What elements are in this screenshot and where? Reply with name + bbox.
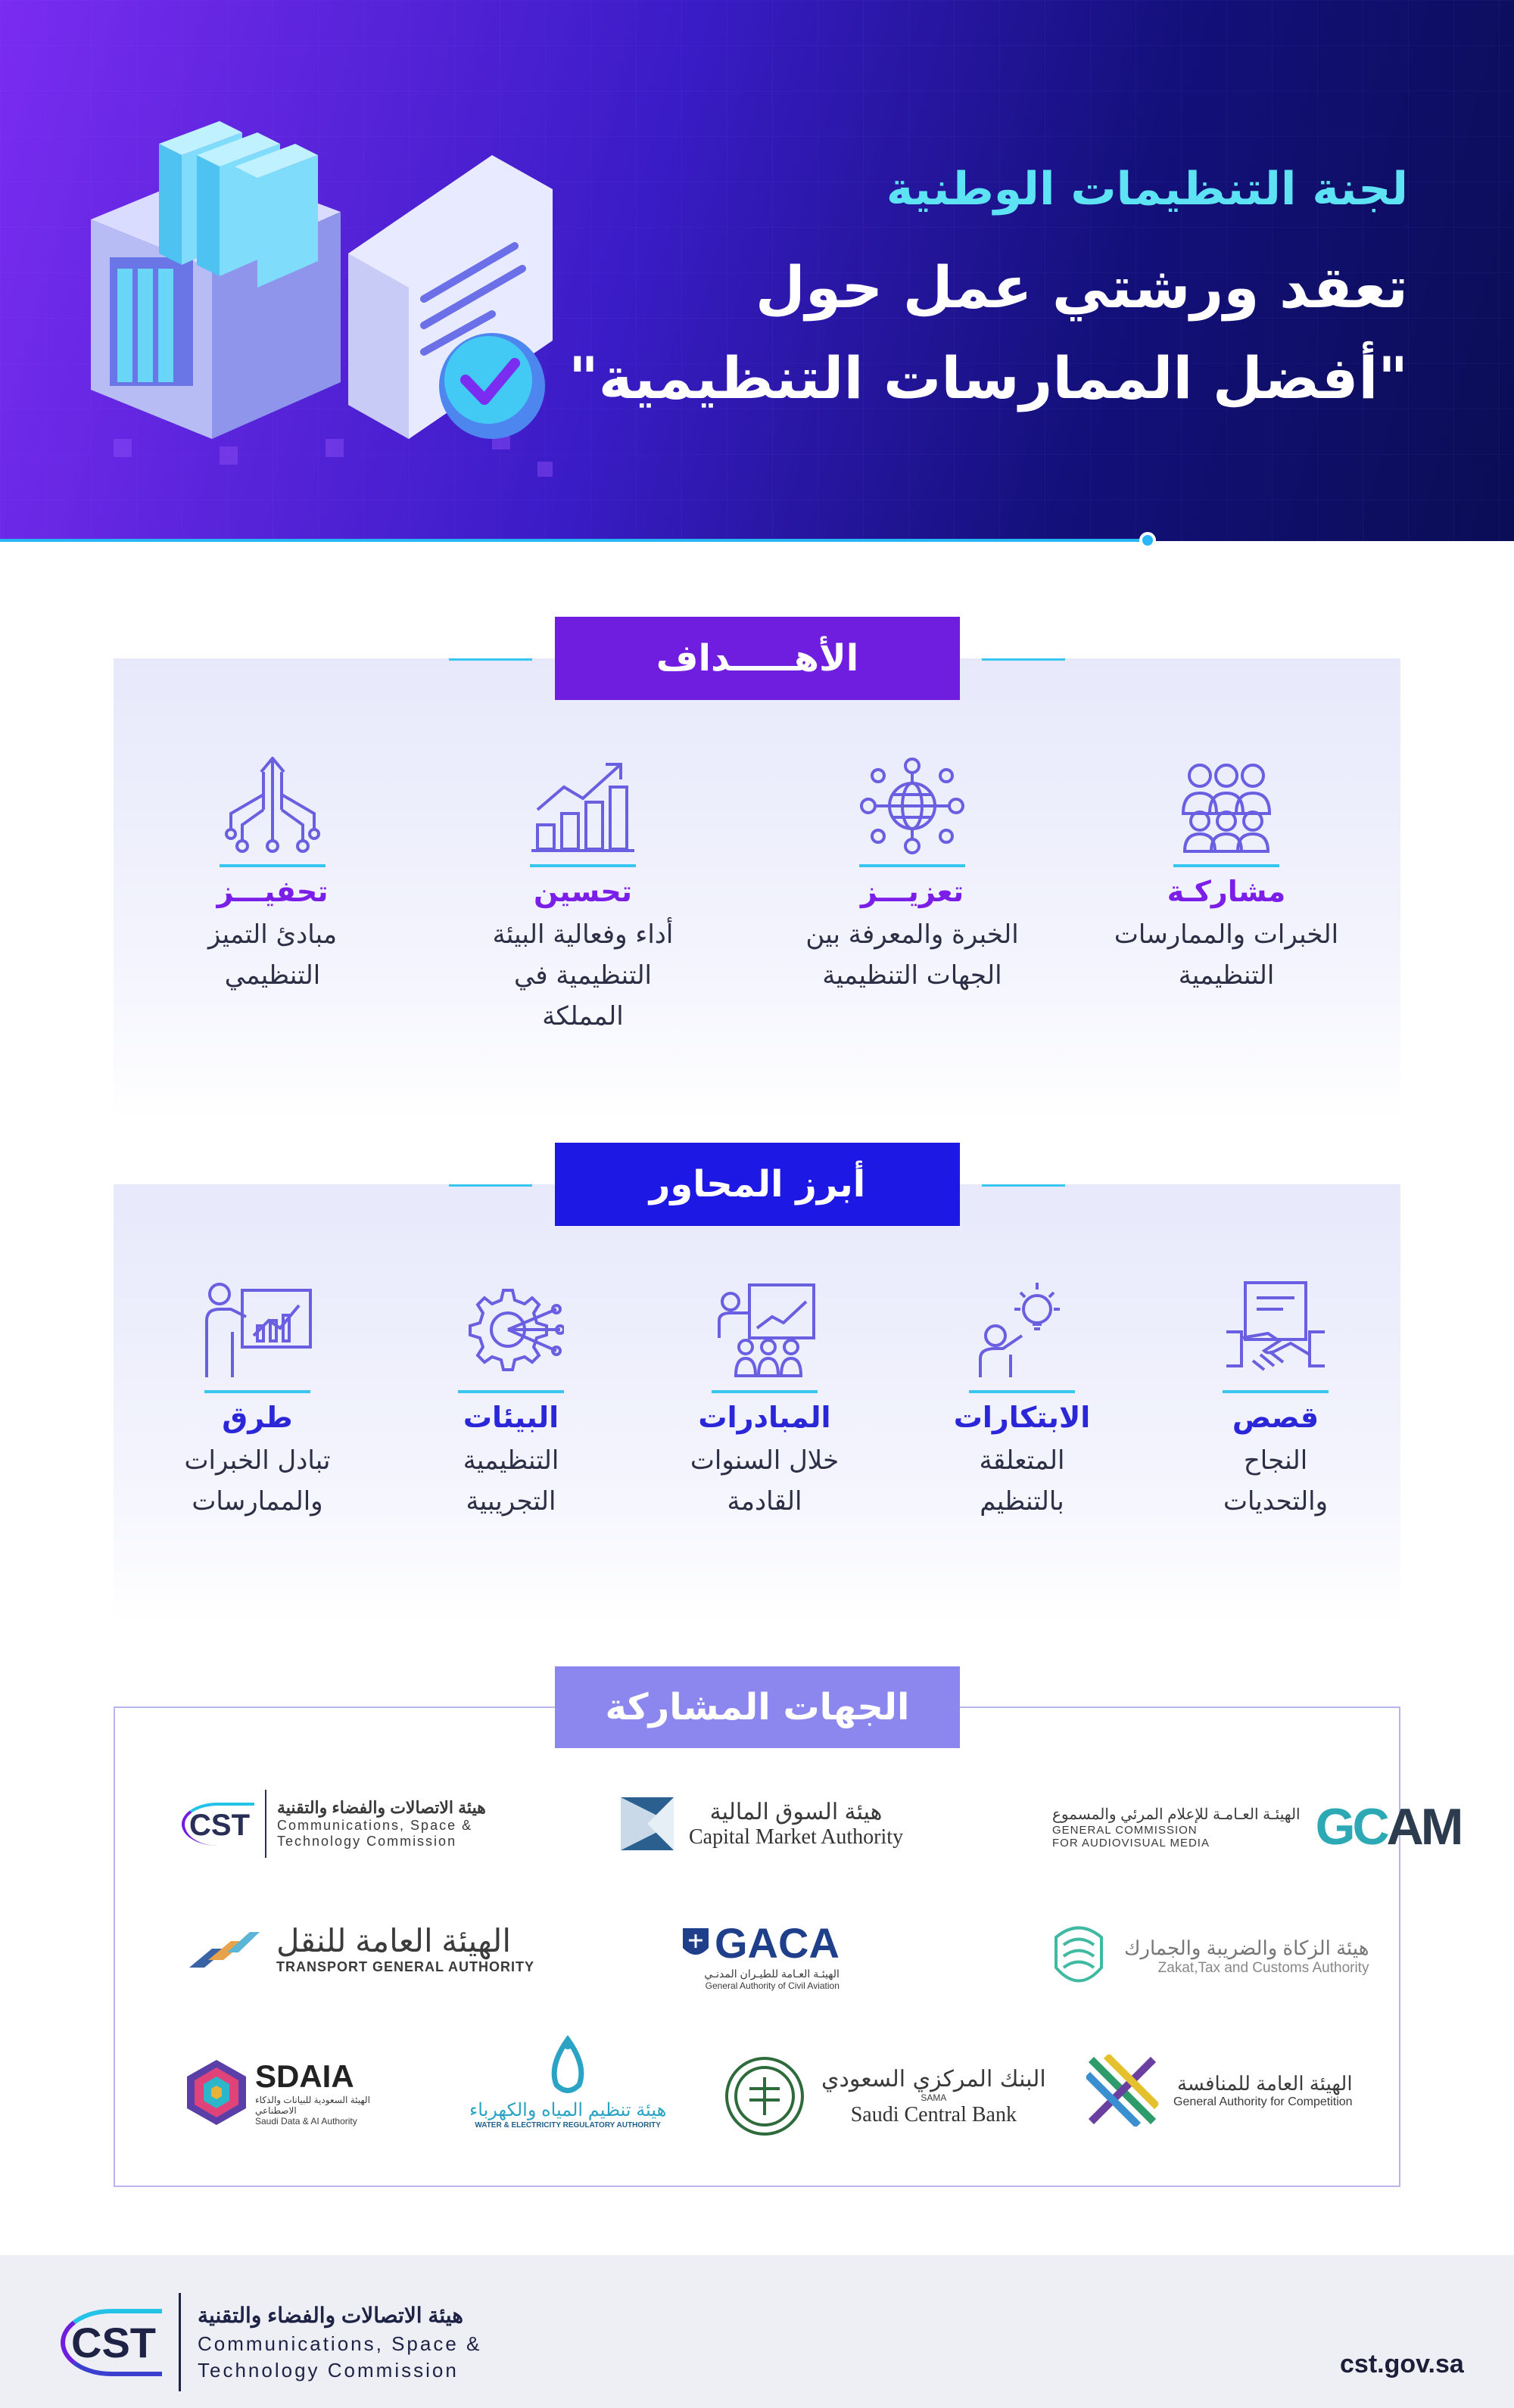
- sama-en-text: Saudi Central Bank: [850, 2102, 1017, 2126]
- gcam-mark: GCAM: [1315, 1798, 1461, 1856]
- gcam-ar-text: الهيئـة العـامـة للإعلام المرئي والمسموع: [1052, 1806, 1301, 1823]
- goal-underline: [1173, 864, 1279, 867]
- gear-circuit-icon: [458, 1279, 564, 1381]
- axis-underline: [969, 1390, 1075, 1393]
- gcam-en-text: GENERAL COMMISSION: [1052, 1823, 1198, 1837]
- axis-title: المبادرات: [698, 1401, 831, 1434]
- goal-line: التنظيمي: [224, 960, 321, 991]
- globe-network-icon: [859, 757, 965, 855]
- axis-card-stories: [1139, 1279, 1412, 1522]
- tga-en-text: TRANSPORT GENERAL AUTHORITY: [276, 1959, 535, 1974]
- wera-en-text: WATER & ELECTRICITY REGULATORY AUTHORITY: [475, 2121, 661, 2130]
- axis-underline: [1223, 1390, 1329, 1393]
- sama-abbr-text: SAMA: [921, 2092, 947, 2103]
- goals-tab-line-left: [449, 658, 532, 661]
- document-box-illustration-icon: [68, 83, 598, 477]
- tga-emblem-icon: [185, 1926, 261, 1971]
- axis-underline: [458, 1390, 564, 1393]
- goal-line: الخبرة والمعرفة بين: [805, 919, 1019, 950]
- hero-banner: [0, 0, 1514, 541]
- gaca-emblem-icon: [681, 1925, 710, 1962]
- axis-line: والممارسات: [192, 1486, 323, 1517]
- axis-card-initiatives: [628, 1279, 901, 1522]
- axes-heading: أبرز المحاور: [555, 1143, 960, 1226]
- goal-line: المملكة: [542, 1001, 624, 1031]
- axis-line: التجريبية: [466, 1486, 556, 1517]
- axis-line: والتحديات: [1223, 1486, 1329, 1517]
- axis-line: التنظيمية: [463, 1445, 559, 1476]
- axes-tab-line-left: [449, 1184, 532, 1187]
- sdaia-emblem-icon: [185, 2058, 248, 2126]
- hero-title-line-1: تعقد ورشتي عمل حول: [755, 254, 1408, 321]
- gac-en-text: General Authority for Competition: [1173, 2095, 1353, 2108]
- cma-emblem-icon: [621, 1797, 674, 1850]
- goal-card-improve: [447, 757, 719, 1037]
- sama-emblem-icon: [723, 2055, 806, 2138]
- gcam-en-text-2: FOR AUDIOVISUAL MEDIA: [1052, 1836, 1210, 1850]
- zatca-en-text: Zakat,Tax and Customs Authority: [1157, 1959, 1369, 1976]
- axis-underline: [204, 1390, 310, 1393]
- hero-divider-dot: [1139, 532, 1156, 549]
- presentation-audience-icon: [712, 1279, 818, 1381]
- circuit-arrow-icon: [220, 757, 326, 855]
- participants-heading: الجهات المشاركة: [555, 1666, 960, 1748]
- footer-cst-mark: CST: [61, 2309, 162, 2376]
- gac-ar-text: الهيئة العامة للمنافسة: [1176, 2072, 1353, 2095]
- gaca-mark: GACA: [715, 1919, 840, 1967]
- gaca-en-text: General Authority of Civil Aviation: [705, 1980, 840, 1991]
- sama-ar-text: البنك المركزي السعودي: [821, 2065, 1046, 2092]
- gaca-logo: [681, 1918, 840, 1991]
- goal-line: التنظيمية في: [513, 960, 653, 991]
- tga-ar-text: الهيئة العامة للنقل: [276, 1923, 511, 1958]
- goal-line: التنظيمية: [1178, 960, 1275, 991]
- zatca-emblem-icon: [1048, 1922, 1109, 1990]
- tga-logo: [185, 1922, 534, 1975]
- cma-ar-text: هيئة السوق المالية: [709, 1799, 883, 1825]
- footer-org-en-2: Technology Commission: [198, 2358, 459, 2382]
- growth-chart-icon: [530, 757, 636, 855]
- goal-line: الخبرات والممارسات: [1114, 919, 1339, 950]
- goal-card-enhance: [776, 757, 1048, 996]
- wera-ar-text: هيئة تنظيم المياه والكهرباء: [469, 2100, 667, 2120]
- axis-title: طرق: [222, 1401, 293, 1434]
- goal-card-motivate: [136, 757, 409, 996]
- cst-divider: [265, 1790, 266, 1858]
- footer-org-en-1: Communications, Space &: [198, 2332, 482, 2355]
- zatca-ar-text: هيئة الزكاة والضريبة والجمارك: [1124, 1936, 1369, 1959]
- footer-website-link[interactable]: cst.gov.sa: [1340, 2350, 1464, 2378]
- axis-card-innovations: [886, 1279, 1158, 1522]
- goals-tab-line-right: [982, 658, 1065, 661]
- hero-subtitle: لجنة التنظيمات الوطنية: [886, 163, 1408, 216]
- cst-ar-text: هيئة الاتصالات والفضاء والتقنية: [277, 1798, 486, 1817]
- sdaia-mark: SDAIA: [255, 2058, 354, 2094]
- gac-logo: [1086, 2055, 1353, 2126]
- goal-title: تعزيـــز: [860, 875, 964, 908]
- footer-cst-logo: [61, 2293, 481, 2391]
- goal-line: أداء وفعالية البيئة: [492, 919, 674, 950]
- axis-line: النجاح: [1243, 1445, 1308, 1476]
- goal-underline: [859, 864, 965, 867]
- cst-en-text: Communications, Space &: [277, 1818, 473, 1833]
- cst-en-text-2: Technology Commission: [277, 1834, 457, 1849]
- sdaia-ar-text: الهيئة السعودية للبيانات والذكاء الاصطناعي: [255, 2095, 370, 2116]
- axis-card-methods: [121, 1279, 394, 1522]
- handshake-icon: [1223, 1279, 1329, 1381]
- axis-line: القادمة: [727, 1486, 802, 1517]
- cma-en-text: Capital Market Authority: [689, 1825, 904, 1849]
- cst-mark: CST: [182, 1803, 254, 1846]
- goals-heading: الأهـــــداف: [555, 617, 960, 700]
- goal-underline: [220, 864, 326, 867]
- presenter-chart-icon: [201, 1279, 314, 1381]
- axis-underline: [712, 1390, 818, 1393]
- wera-logo: [469, 2036, 666, 2130]
- axis-title: البيئات: [463, 1401, 559, 1434]
- sdaia-logo: [185, 2058, 376, 2126]
- axis-title: قصص: [1232, 1401, 1319, 1434]
- axis-line: تبادل الخبرات: [184, 1445, 331, 1476]
- idea-bulb-icon: [969, 1279, 1075, 1381]
- axis-line: بالتنظيم: [980, 1486, 1064, 1517]
- cma-logo: [621, 1797, 903, 1850]
- goal-underline: [530, 864, 636, 867]
- cst-participant-logo: [182, 1790, 486, 1858]
- goal-title: تحفيـــز: [217, 875, 329, 908]
- goal-title: مشاركـة: [1167, 875, 1286, 908]
- hero-title-line-2: "أفضل الممارسات التنظيمية": [569, 344, 1408, 412]
- axis-line: المتعلقة: [979, 1445, 1065, 1476]
- axis-card-sandboxes: [375, 1279, 647, 1522]
- gcam-logo: [1052, 1797, 1460, 1856]
- gac-emblem-icon: [1086, 2055, 1158, 2126]
- sama-logo: [723, 2055, 1046, 2138]
- people-group-icon: [1170, 757, 1283, 855]
- axes-tab-line-right: [982, 1184, 1065, 1187]
- sdaia-en-text: Saudi Data & AI Authority: [255, 2116, 357, 2126]
- hero-divider: [0, 539, 1147, 542]
- axis-title: الابتكارات: [953, 1401, 1091, 1434]
- wera-drop-icon: [534, 2036, 602, 2096]
- footer-divider: [179, 2293, 181, 2391]
- footer-org-ar: هيئة الاتصالات والفضاء والتقنية: [198, 2303, 464, 2327]
- goal-card-sharing: [1090, 757, 1363, 996]
- axis-line: خلال السنوات: [690, 1445, 840, 1476]
- gaca-ar-text: الهيئـة العـامة للطيـران المدنـي: [704, 1968, 840, 1980]
- goal-line: مبادئ التميز: [207, 919, 338, 950]
- goal-line: الجهات التنظيمية: [822, 960, 1002, 991]
- zatca-logo: [1048, 1922, 1369, 1990]
- goal-title: تحسين: [533, 875, 633, 908]
